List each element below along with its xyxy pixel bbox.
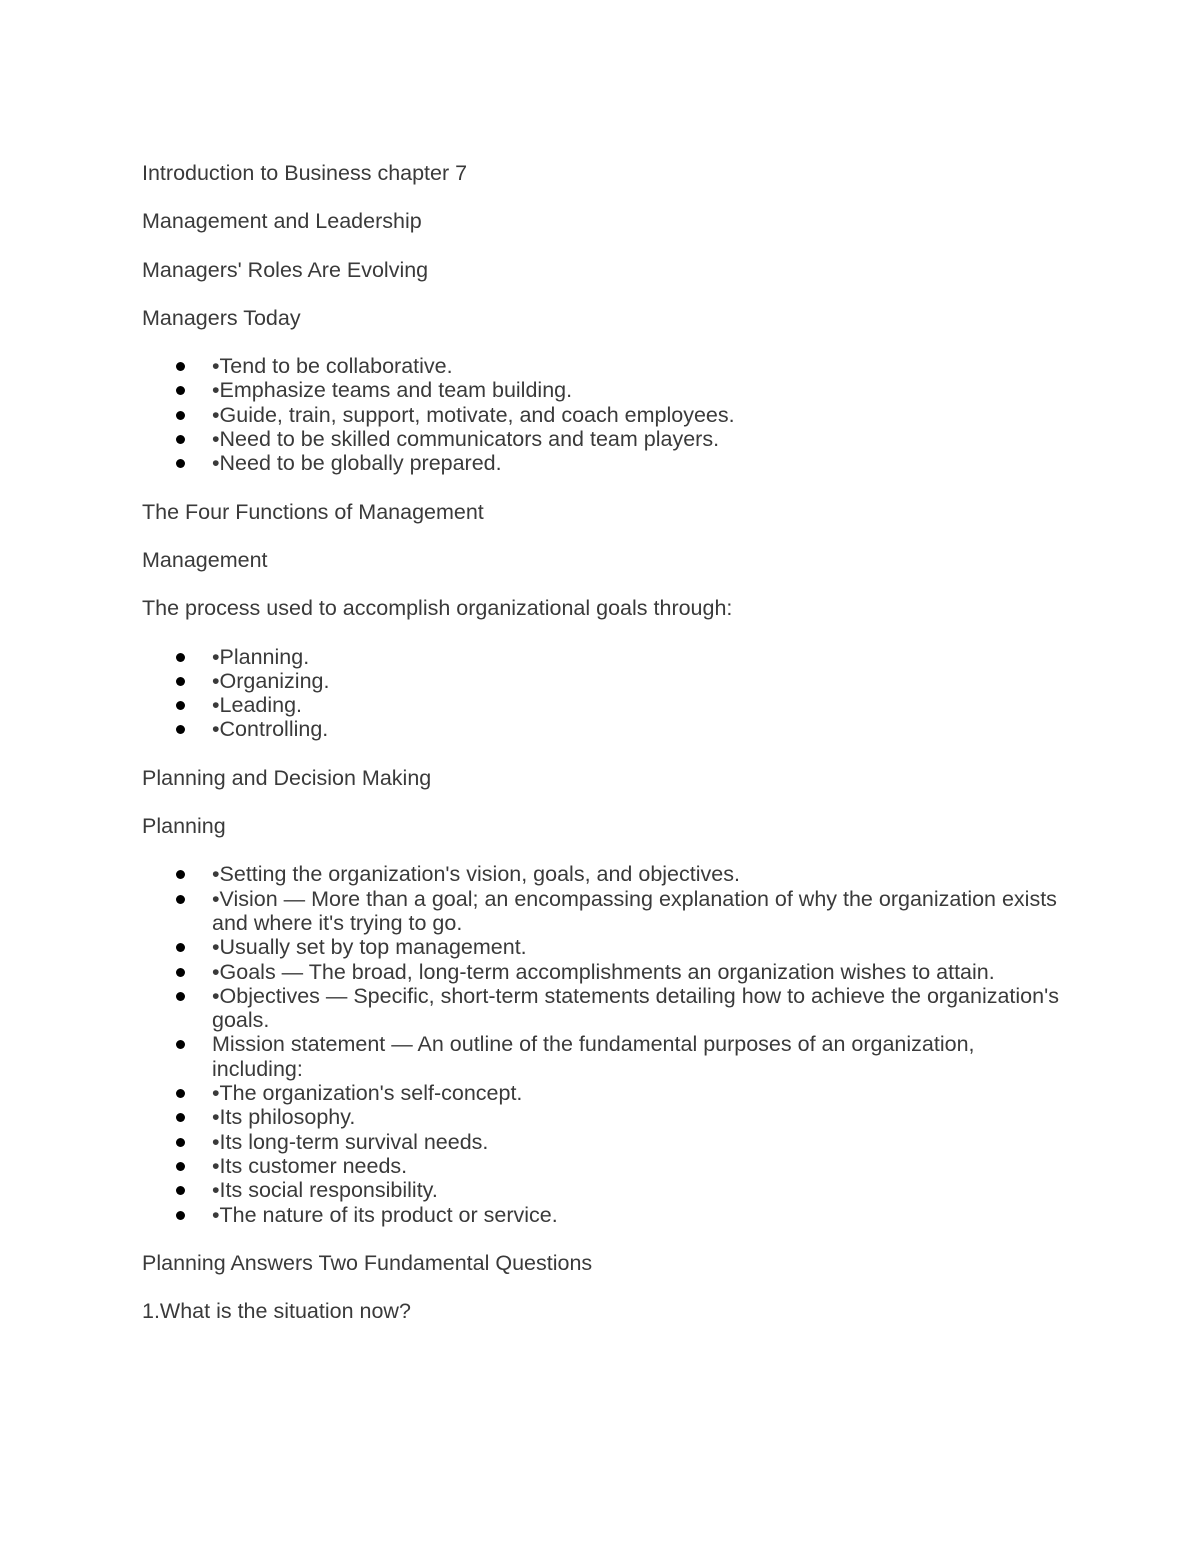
list-item-text: •Organizing. xyxy=(212,668,330,693)
list-item xyxy=(212,354,1062,378)
list-item-text: •Need to be globally prepared. xyxy=(212,451,502,476)
section-heading-planning: Planning xyxy=(142,814,226,839)
bullet-icon xyxy=(176,677,185,686)
list-item-text: •Guide, train, support, motivate, and coach employees. xyxy=(212,402,735,427)
bullet-icon xyxy=(176,1162,185,1171)
bullet-icon xyxy=(176,1211,185,1220)
list-item-text: •Usually set by top management. xyxy=(212,935,527,960)
bullet-icon xyxy=(176,653,185,662)
list-item-text: •Tend to be collaborative. xyxy=(212,354,453,379)
list-item xyxy=(212,403,1062,427)
list-item-text: •Vision — More than a goal; an encompassing explanation of why the organization exists and where it's trying to go. xyxy=(212,886,1057,935)
managers-today-list xyxy=(142,354,1062,475)
management-functions-list xyxy=(142,645,1062,742)
bullet-icon xyxy=(176,1040,185,1049)
bullet-icon xyxy=(176,1186,185,1195)
list-item-text: •Setting the organization's vision, goals, and objectives. xyxy=(212,862,740,887)
section-heading-planning-questions: Planning Answers Two Fundamental Questions xyxy=(142,1250,593,1275)
list-item-text: •Its long-term survival needs. xyxy=(212,1129,489,1154)
list-item-text: •Controlling. xyxy=(212,717,329,742)
list-item xyxy=(212,451,1062,475)
list-item-text: •Planning. xyxy=(212,644,310,669)
section-heading-management: Management xyxy=(142,547,268,572)
bullet-icon xyxy=(176,895,185,904)
list-item xyxy=(212,984,1062,1033)
bullet-icon xyxy=(176,870,185,879)
list-item xyxy=(212,378,1062,402)
list-item xyxy=(212,960,1062,984)
bullet-icon xyxy=(176,1113,185,1122)
list-item-text: •Its philosophy. xyxy=(212,1105,356,1130)
document-title: Introduction to Business chapter 7 xyxy=(142,161,468,185)
list-item xyxy=(212,645,1062,669)
list-item xyxy=(212,1203,1062,1227)
bullet-icon xyxy=(176,362,185,371)
bullet-icon xyxy=(176,992,185,1001)
list-item xyxy=(212,1130,1062,1154)
section-heading-four-functions: The Four Functions of Management xyxy=(142,499,484,524)
question-1: 1.What is the situation now? xyxy=(142,1299,411,1324)
list-item xyxy=(212,887,1062,936)
list-item-text: Mission statement — An outline of the fundamental purposes of an organization, including: xyxy=(212,1032,975,1081)
list-item xyxy=(212,935,1062,959)
section-heading-managers-roles: Managers' Roles Are Evolving xyxy=(142,257,429,282)
list-item xyxy=(212,1032,1062,1081)
list-item xyxy=(212,1081,1062,1105)
list-item-text: •Goals — The broad, long-term accomplishments an organization wishes to attain. xyxy=(212,959,995,984)
section-heading-managers-today: Managers Today xyxy=(142,305,301,330)
list-item-text: •Emphasize teams and team building. xyxy=(212,378,573,403)
bullet-icon xyxy=(176,459,185,468)
list-item-text: •Its customer needs. xyxy=(212,1153,408,1178)
list-item-text: •The nature of its product or service. xyxy=(212,1202,558,1227)
chapter-heading: Management and Leadership xyxy=(142,209,422,234)
bullet-icon xyxy=(176,968,185,977)
management-definition: The process used to accomplish organizational goals through: xyxy=(142,596,733,621)
bullet-icon xyxy=(176,1089,185,1098)
bullet-icon xyxy=(176,411,185,420)
bullet-icon xyxy=(176,386,185,395)
document-body xyxy=(142,161,1062,1347)
list-item xyxy=(212,693,1062,717)
list-item xyxy=(212,1178,1062,1202)
bullet-icon xyxy=(176,1138,185,1147)
bullet-icon xyxy=(176,701,185,710)
bullet-icon xyxy=(176,725,185,734)
bullet-icon xyxy=(176,943,185,952)
list-item xyxy=(212,1105,1062,1129)
list-item-text: •Objectives — Specific, short-term statements detailing how to achieve the organization's goals. xyxy=(212,983,1059,1033)
list-item xyxy=(212,1154,1062,1178)
list-item xyxy=(212,717,1062,741)
list-item-text: •Need to be skilled communicators and team players. xyxy=(212,427,720,452)
list-item-text: •The organization's self-concept. xyxy=(212,1081,523,1106)
bullet-icon xyxy=(176,435,185,444)
list-item xyxy=(212,862,1062,886)
list-item-text: •Its social responsibility. xyxy=(212,1178,438,1203)
section-heading-planning-decision: Planning and Decision Making xyxy=(142,765,432,790)
list-item-text: •Leading. xyxy=(212,693,303,718)
planning-list xyxy=(142,862,1062,1226)
list-item xyxy=(212,669,1062,693)
list-item xyxy=(212,427,1062,451)
